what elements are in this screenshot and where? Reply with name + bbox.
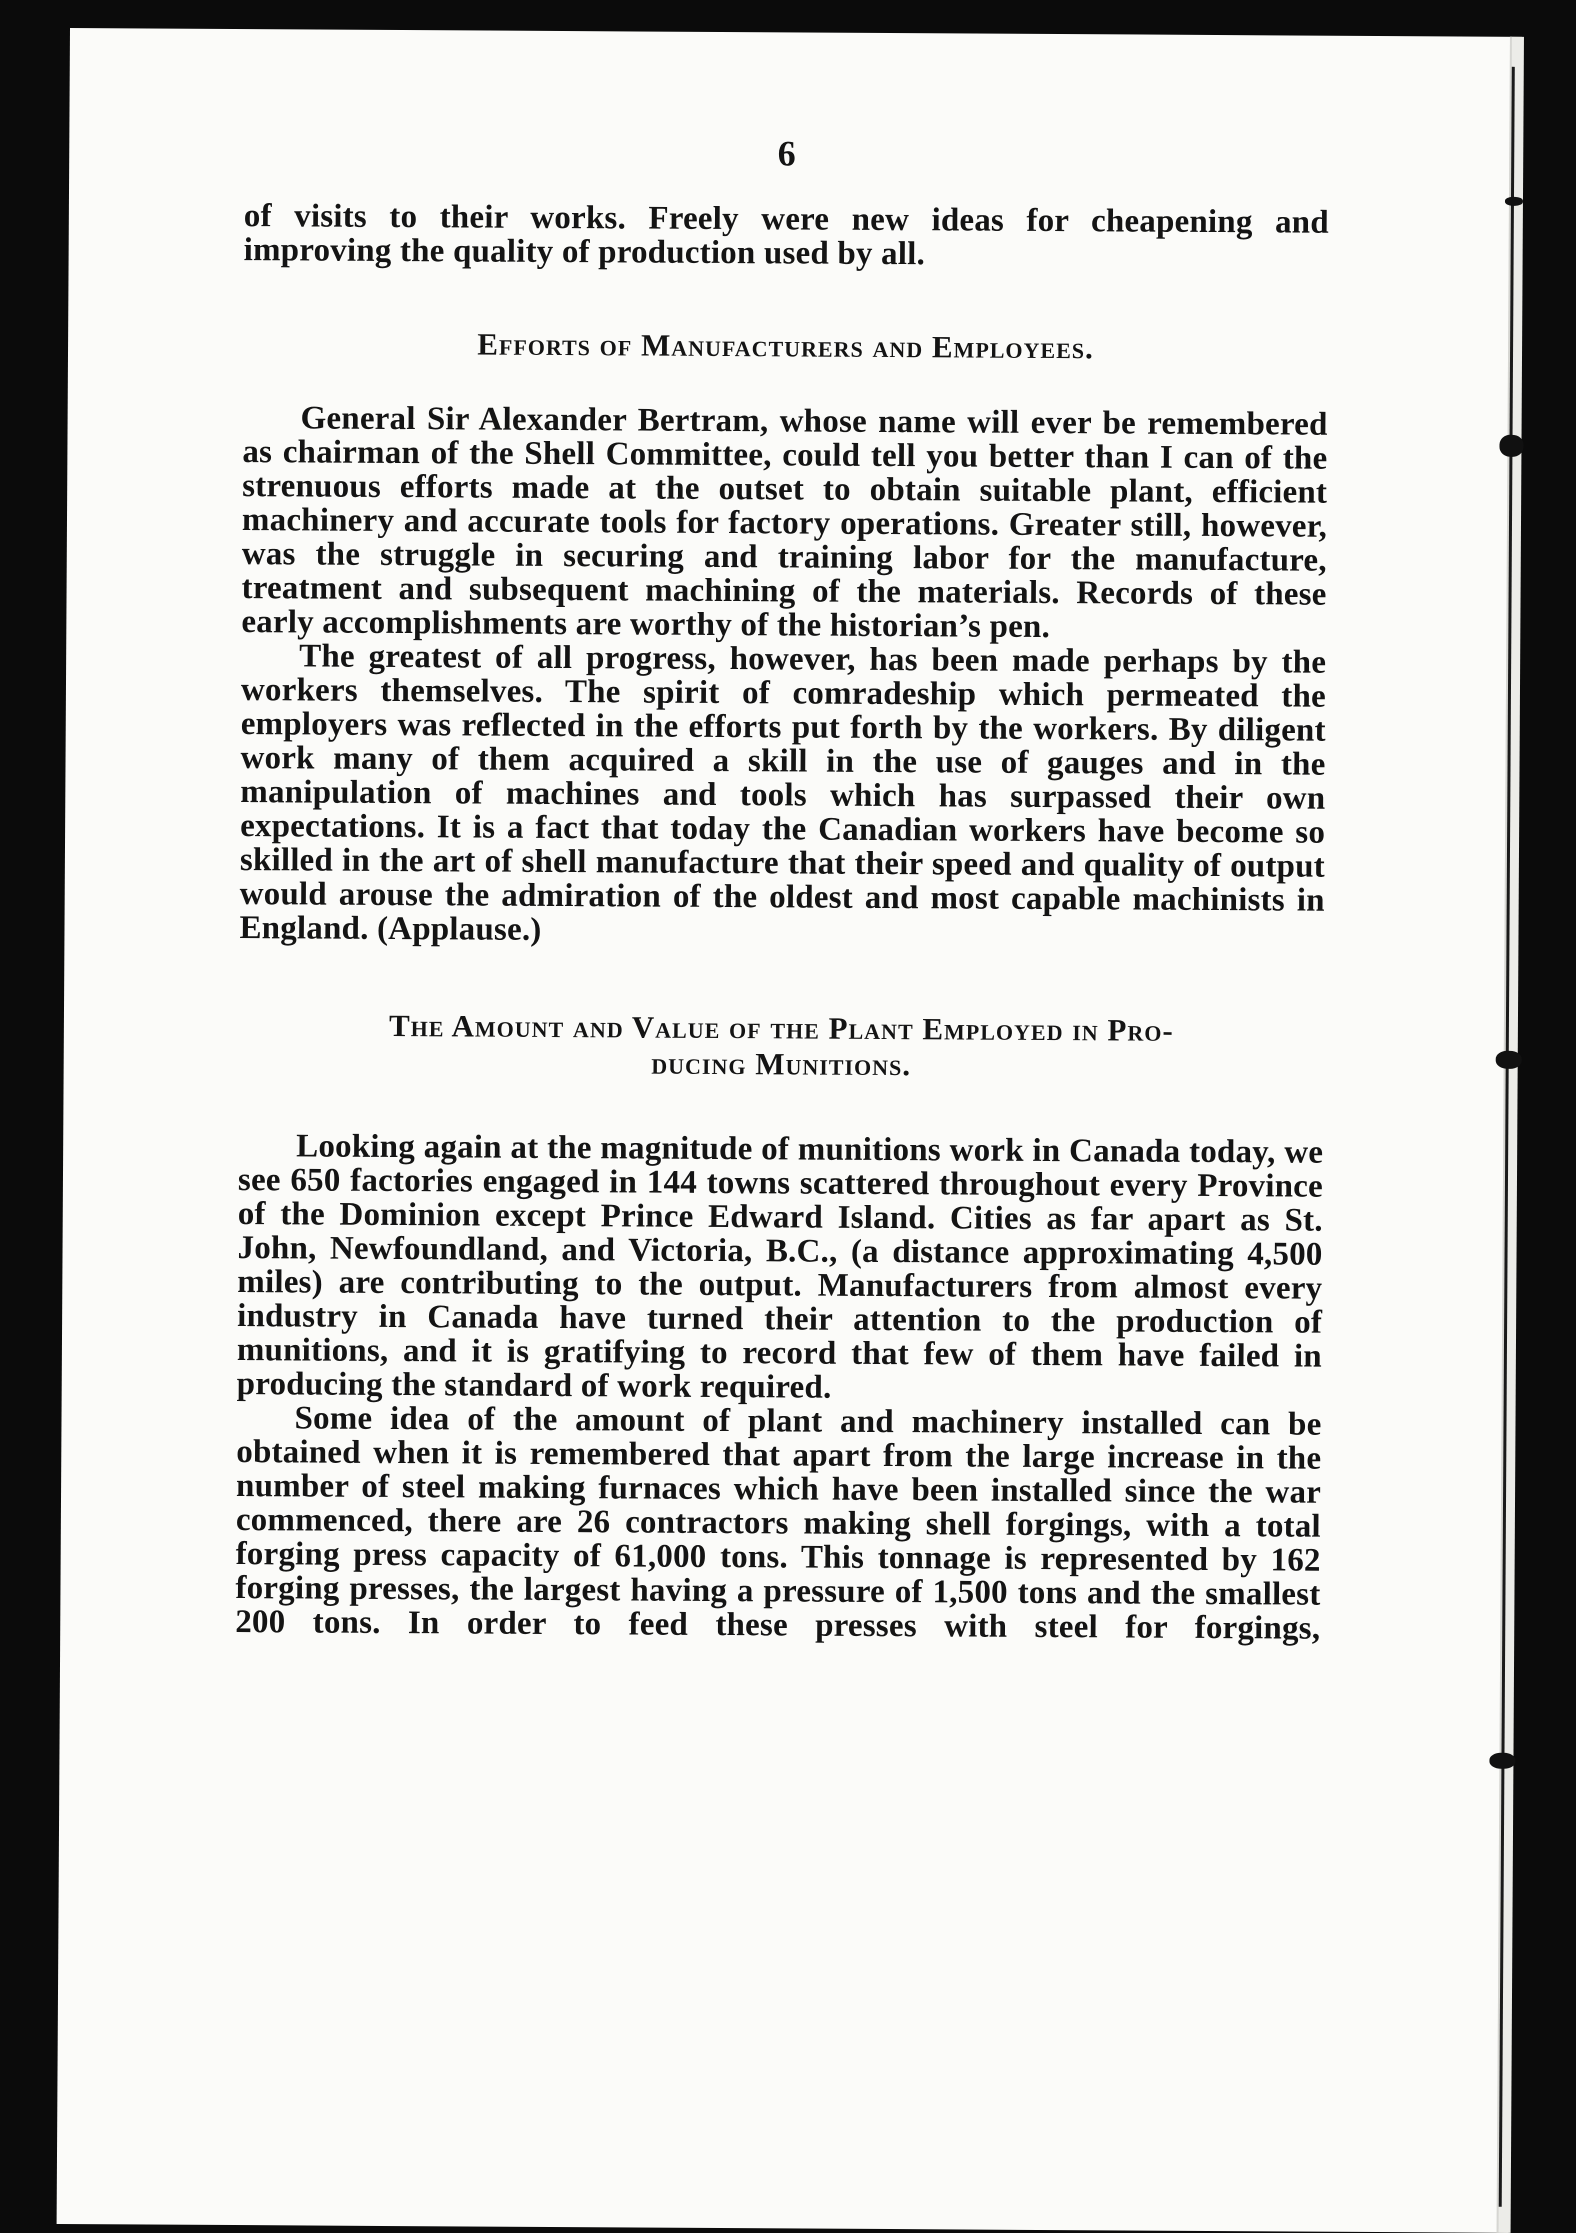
- section-heading-line: The Amount and Value of the Plant Employed in Pro-: [388, 1007, 1174, 1048]
- page-content: [235, 129, 1329, 1646]
- paragraph: General Sir Alexander Bertram, whose name will ever be remembered as chairman of the Shell Committee, could tell you better than I can of the strenuous efforts made at the outset to obtain suitable plant, efficient machinery and accurate tools for factory operations. Greater still, however, was the struggle in securing and training labor for the manufacture, treatment and subsequent machining of the materials. Records of these early accomplishments are worthy of the historian’s pen.: [241, 400, 1328, 645]
- page-number: 6: [777, 133, 796, 174]
- binding-mark: [1489, 1753, 1515, 1769]
- binding-mark: [1499, 435, 1523, 457]
- paragraph: Looking again at the magnitude of munitions work in Canada today, we see 650 factories engaged in 144 towns scattered throughout every Province of the Dominion except Prince Edward Island. Cities as far apart as St. John, Newfoundland, and Victoria, B.C., (a distance approximating 4,500 miles) are contributing to the output. Manufacturers from almost every industry in Canada have turned their attention to the production of munitions, and it is gratifying to record that few of them have failed in producing the standard of work required.: [236, 1128, 1324, 1406]
- binding-mark: [1496, 1051, 1522, 1069]
- section-heading: [239, 1007, 1324, 1086]
- section-heading-line: ducing Munitions.: [651, 1045, 912, 1083]
- opening-paragraph: of visits to their works. Freely were new ideas for cheapening and improving the quality of production used by all.: [243, 198, 1329, 273]
- scanned-page: [57, 28, 1522, 2233]
- paragraph: The greatest of all progress, however, has been made perhaps by the workers themselves. The spirit of comradeship which permeated the employers was reflected in the efforts put forth by the workers. By diligent work many of them acquired a skill in the use of gauges and in the manipulation of machines and tools which has surpassed their own expectations. It is a fact that today the Canadian workers have become so skilled in the art of shell manufacture that their speed and quality of output would arouse the admiration of the oldest and most capable machinists in England. (Applause.): [239, 638, 1327, 948]
- binding-mark: [1505, 197, 1523, 206]
- section-heading: Efforts of Manufacturers and Employees.: [477, 326, 1094, 366]
- paragraph: Some idea of the amount of plant and machinery installed can be obtained when it is remembered that apart from the large increase in the number of steel making furnaces which have been installed since the war commenced, there are 26 contractors making shell forgings, with a total forging press capacity of 61,000 tons. This tonnage is represented by 162 forging presses, the largest having a pressure of 1,500 tons and the smallest 200 tons. In order to feed these presses with steel for forgings,: [235, 1400, 1322, 1647]
